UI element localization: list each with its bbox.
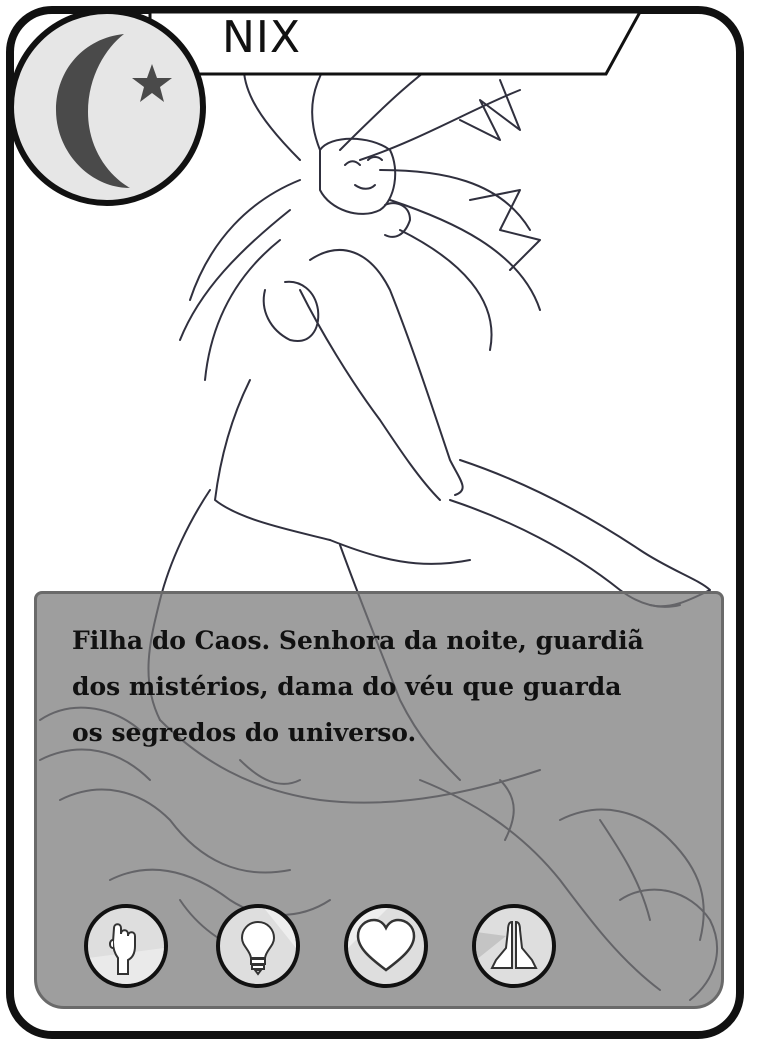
lightbulb-icon [220,908,296,984]
attribute-faith [472,904,556,988]
attribute-love [344,904,428,988]
flavor-line: os segredos do universo. [72,718,417,747]
fist-icon [88,908,164,984]
card-name: NIX [222,12,302,63]
moon-star-icon [6,6,208,208]
attribute-strength [84,904,168,988]
heart-icon [348,908,424,984]
flavor-text [72,618,692,756]
attribute-intellect [216,904,300,988]
flavor-line: Filha do Caos. Senhora da noite, guardiã [72,626,644,655]
praying-hands-icon [476,908,552,984]
flavor-line: dos mistérios, dama do véu que guarda [72,672,622,701]
